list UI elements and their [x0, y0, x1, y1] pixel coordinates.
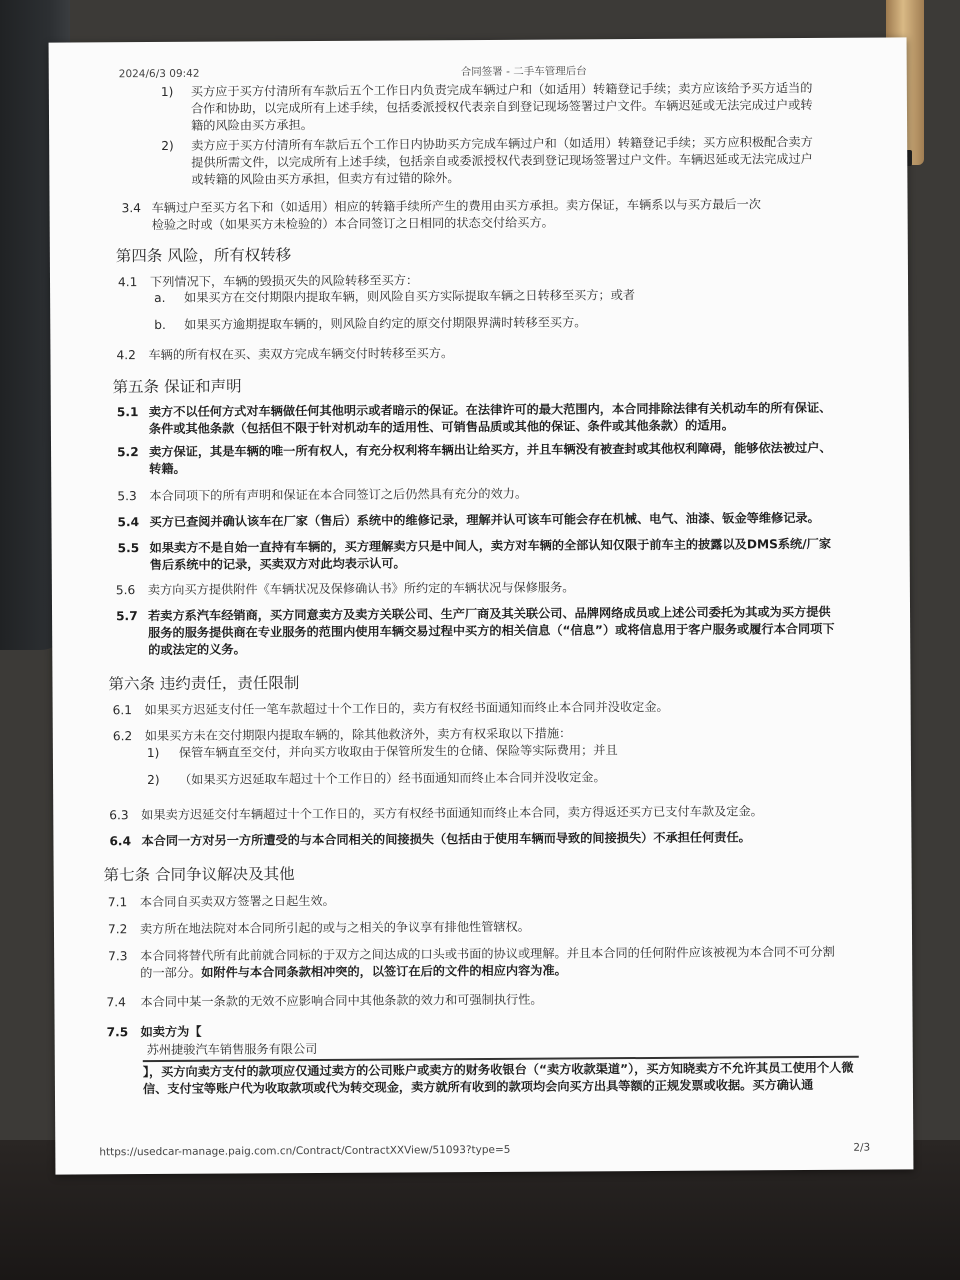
clause-6-4: 6.4 本合同一方对另一方所遭受的与本合同相关的间接损失（包括由于使用车辆而导致的间接损失）不承担任何责任。: [109, 830, 751, 849]
clause-5-4: 5.4 买方已查阅并确认该车在厂家（售后）系统中的维修记录，理解并认可该车可能会存在机械、电气、油漆、钣金等维修记录。: [117, 510, 820, 530]
clause-3-3-item-2: 2) 卖方应于买方付清所有车款后五个工作日内协助买方完成车辆过户和（如适用）转籍登记手续；买方应积极配合卖方提供所需文件，以完成所有上述手续，包括亲自或委派授权代表到登记现场签署过户文件。车辆迟延或无法完成过户或转籍的风险由买方承担，但卖方有过错的除外。: [161, 134, 813, 187]
clause-7-3-bold: 如附件与本合同条款相冲突的，以签订在后的文件的相应内容为准。: [201, 963, 567, 980]
clause-5-7: 5.7 若卖方系汽车经销商，买方同意卖方及卖方关联公司、生产厂商及其关联公司、品牌网络成员或上述公司委托为其或为买方提供服务的服务提供商在专业服务的范围内使用车辆交易过程中买方的相关信息（“信息”）或将信息用于客户服务或履行本合同项下的或法定的义务。: [116, 604, 835, 658]
clause-4-2: 4.2 车辆的所有权在买、卖双方完成车辆交付时转移至买方。: [116, 346, 454, 363]
clause-4-1: 4.1 下列情况下，车辆的毁损灭失的风险转移至买方：: [117, 273, 419, 290]
article-7-heading: 第七条 合同争议解决及其他: [103, 865, 295, 885]
clause-5-5: 5.5 如果卖方不是自始一直持有车辆的，买方理解卖方只是中间人，卖方对车辆的全部认知仅限于前车主的披露以及DMS系统/厂家售后系统中的记录，买卖双方对此均表示认可。: [117, 536, 832, 573]
clause-6-1: 6.1 如果买方迟延支付任一笔车款超过十个工作日的，卖方有权经书面通知而终止本合同并没收定金。: [112, 699, 669, 718]
clause-4-1-b: b. 如果买方逾期提取车辆的，则风险自约定的原交付期限界满时转移至买方。: [154, 315, 587, 332]
clause-7-5-label: 7.5 如卖方为【: [106, 1024, 202, 1040]
clause-6-2: 6.2 如果买方未在交付期限内提取车辆的，除其他救济外，卖方有权采取以下措施：: [112, 726, 572, 744]
article-4-heading: 第四条 风险，所有权转移: [115, 246, 292, 266]
article-6-heading: 第六条 违约责任，责任限制: [108, 674, 300, 694]
clause-3-3-item-1: 1) 买方应于买方付清所有车款后五个工作日内负责完成车辆过户和（如适用）转籍登记手续；卖方应该给予买方适当的合作和协助，以完成所有上述手续，包括委派授权代表亲自到登记现场签署过户文件。车辆迟延或无法完成过户或转籍的风险由买方承担。: [160, 80, 813, 133]
clause-5-3: 5.3 本合同项下的所有声明和保证在本合同签订之后仍然具有充分的效力。: [117, 486, 528, 504]
print-title: 合同签署 - 二手车管理后台: [460, 65, 587, 79]
clause-7-1: 7.1 本合同自买卖双方签署之日起生效。: [107, 893, 335, 910]
clause-7-2: 7.2 卖方所在地法院对本合同所引起的或与之相关的争议享有排他性管辖权。: [107, 919, 531, 937]
clause-7-3: 7.3 本合同将替代所有此前就合同标的于双方之间达成的口头或书面的协议或理解。并且本合同的任何附件应该被视为本合同不可分割的一部分。如附件与本合同条款相冲突的，以签订在后的文件的相应内容为准。: [108, 944, 835, 981]
print-date: 2024/6/3 09:42: [118, 67, 200, 81]
contract-page: [49, 37, 914, 1174]
page-number: 2/3: [853, 1141, 871, 1154]
article-5-heading: 第五条 保证和声明: [112, 377, 242, 397]
clause-5-1: 5.1 卖方不以任何方式对车辆做任何其他明示或者暗示的保证。在法律许可的最大范围内，本合同排除法律有关机动车的所有保证、条件或其他条款（包括但不限于针对机动车的适用性、可销售品质或其他的保证、条件或其他条款）的适用。: [116, 400, 832, 437]
clause-6-2-item-1: 1) 保管车辆直至交付，并向买方收取由于保管所发生的仓储、保险等实际费用；并且: [146, 743, 618, 761]
clause-5-6: 5.6 卖方向买方提供附件《车辆状况及保修确认书》所约定的车辆状况与保修服务。: [115, 580, 575, 598]
clause-3-4: 3.4 车辆过户至买方名下和（如适用）相应的转籍手续所产生的费用由买方承担。卖方保证，车辆系以与买方最后一次检验之时或（如果买方未检验的）本合同签订之日相同的状态交付给买方。: [121, 197, 761, 233]
clause-6-2-item-2: 2) （如果买方迟延取车超过十个工作日的）经书面通知而终止本合同并没收定金。: [147, 770, 606, 788]
clause-6-3: 6.3 如果卖方迟延交付车辆超过十个工作日的，买方有权经书面通知而终止本合同，卖方得返还买方已支付车款及定金。: [109, 804, 763, 823]
clause-7-5-text: 】，买方向卖方支付的款项应仅通过卖方的公司账户或卖方的财务收银台（“卖方收款渠道”），买方知晓卖方不允许其员工使用个人微信、支付宝等账户代为收取款项或代为转交现金，卖方就所有收到的款项均会向买方出具等额的正规发票或收据。买方确认通: [142, 1060, 854, 1097]
clause-4-1-a: a. 如果买方在交付期限内提取车辆，则风险自买方实际提取车辆之日转移至买方；或者: [154, 288, 636, 305]
seller-company-name: 苏州捷骏汽车销售服务有限公司: [146, 1042, 318, 1058]
clause-5-2: 5.2 卖方保证，其是车辆的唯一所有权人，有充分权利将车辆出让给买方，并且车辆没有被查封或其他权利障碍，能够依法被过户、转籍。: [117, 440, 832, 477]
page-url: https://usedcar-manage.paig.com.cn/Contract/ContractXXView/51093?type=5: [99, 1143, 511, 1159]
clause-7-4: 7.4 本合同中某一条款的无效不应影响合同中其他条款的效力和可强制执行性。: [106, 992, 543, 1010]
